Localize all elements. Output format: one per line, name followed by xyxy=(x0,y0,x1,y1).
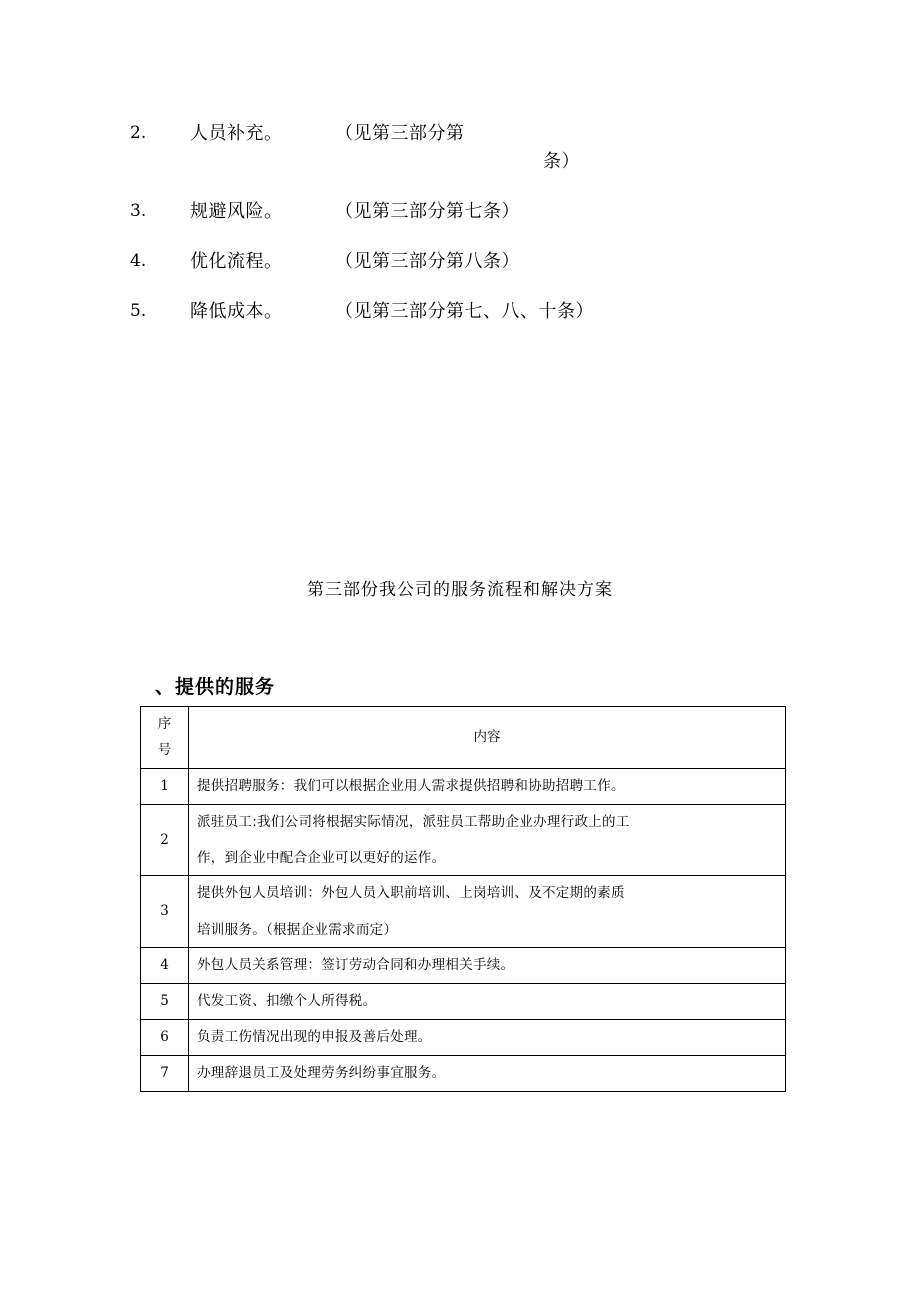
list-item-number: 4. xyxy=(130,250,147,271)
list-item-reference: （见第三部分第七条） xyxy=(335,200,520,222)
list-item-reference xyxy=(335,120,585,176)
list-item-text: 人员补充。 xyxy=(190,123,283,144)
row-content-line: 提供外包人员培训：外包人员入职前培训、上岗培训、及不定期的素质 xyxy=(197,885,625,902)
row-index: 1 xyxy=(141,768,189,804)
table-row xyxy=(141,1055,786,1091)
list-item-number: 2. xyxy=(130,123,147,143)
list-item-reference: （见第三部分第八条） xyxy=(335,250,520,272)
services-table-wrapper xyxy=(140,706,790,1096)
row-content xyxy=(189,804,786,876)
row-content-line: 办理辞退员工及处理劳务纠纷事宜服务。 xyxy=(197,1065,446,1082)
table-row xyxy=(141,983,786,1019)
row-index: 4 xyxy=(141,947,189,983)
table-header-row xyxy=(141,707,786,769)
list-item-text: 规避风险。 xyxy=(190,200,283,222)
row-content xyxy=(189,768,786,804)
list-item-text: 降低成本。 xyxy=(190,300,283,322)
row-index: 2 xyxy=(141,804,189,876)
list-item xyxy=(130,120,790,176)
row-index: 6 xyxy=(141,1019,189,1055)
row-content-line: 提供招聘服务：我们可以根据企业用人需求提供招聘和协助招聘工作。 xyxy=(197,777,625,794)
row-content-line: 代发工资、扣缴个人所得税。 xyxy=(197,993,377,1010)
numbered-list xyxy=(130,120,790,347)
list-item-reference-head: （见第三部分第 xyxy=(335,123,465,144)
row-index: 3 xyxy=(141,876,189,948)
list-item xyxy=(130,198,790,226)
row-content-line: 负责工伤情况出现的申报及善后处理。 xyxy=(197,1029,432,1046)
row-content xyxy=(189,947,786,983)
row-content xyxy=(189,983,786,1019)
row-content-line: 培训服务。（根据企业需求而定） xyxy=(197,921,398,938)
row-content xyxy=(189,876,786,948)
row-content xyxy=(189,1055,786,1091)
table-row xyxy=(141,1019,786,1055)
list-item-reference-tail: 条） xyxy=(543,150,580,172)
row-index: 7 xyxy=(141,1055,189,1091)
table-row xyxy=(141,804,786,876)
row-content-line: 作，到企业中配合企业可以更好的运作。 xyxy=(197,849,446,866)
index-header-line-2: 号 xyxy=(157,742,172,759)
list-item-text: 优化流程。 xyxy=(190,250,283,272)
list-item-number: 5. xyxy=(130,300,147,321)
table-column-header-index xyxy=(141,707,189,769)
list-item xyxy=(130,248,790,276)
list-item-number: 3. xyxy=(130,200,147,221)
row-index: 5 xyxy=(141,983,189,1019)
table-column-header-content: 内容 xyxy=(189,707,786,769)
table-row xyxy=(141,768,786,804)
table-row xyxy=(141,947,786,983)
services-table xyxy=(140,706,786,1092)
sub-heading: 、提供的服务 xyxy=(155,676,276,698)
table-row xyxy=(141,876,786,948)
list-item-reference: （见第三部分第七、八、十条） xyxy=(335,300,594,322)
index-header-line-1: 序 xyxy=(157,716,172,732)
row-content-line: 外包人员关系管理：签订劳动合同和办理相关手续。 xyxy=(197,957,515,974)
list-item xyxy=(130,298,790,326)
section-title: 第三部份我公司的服务流程和解决方案 xyxy=(307,580,613,600)
row-content xyxy=(189,1019,786,1055)
row-content-line: 派驻员工:我们公司将根据实际情况，派驻员工帮助企业办理行政上的工 xyxy=(197,813,630,830)
